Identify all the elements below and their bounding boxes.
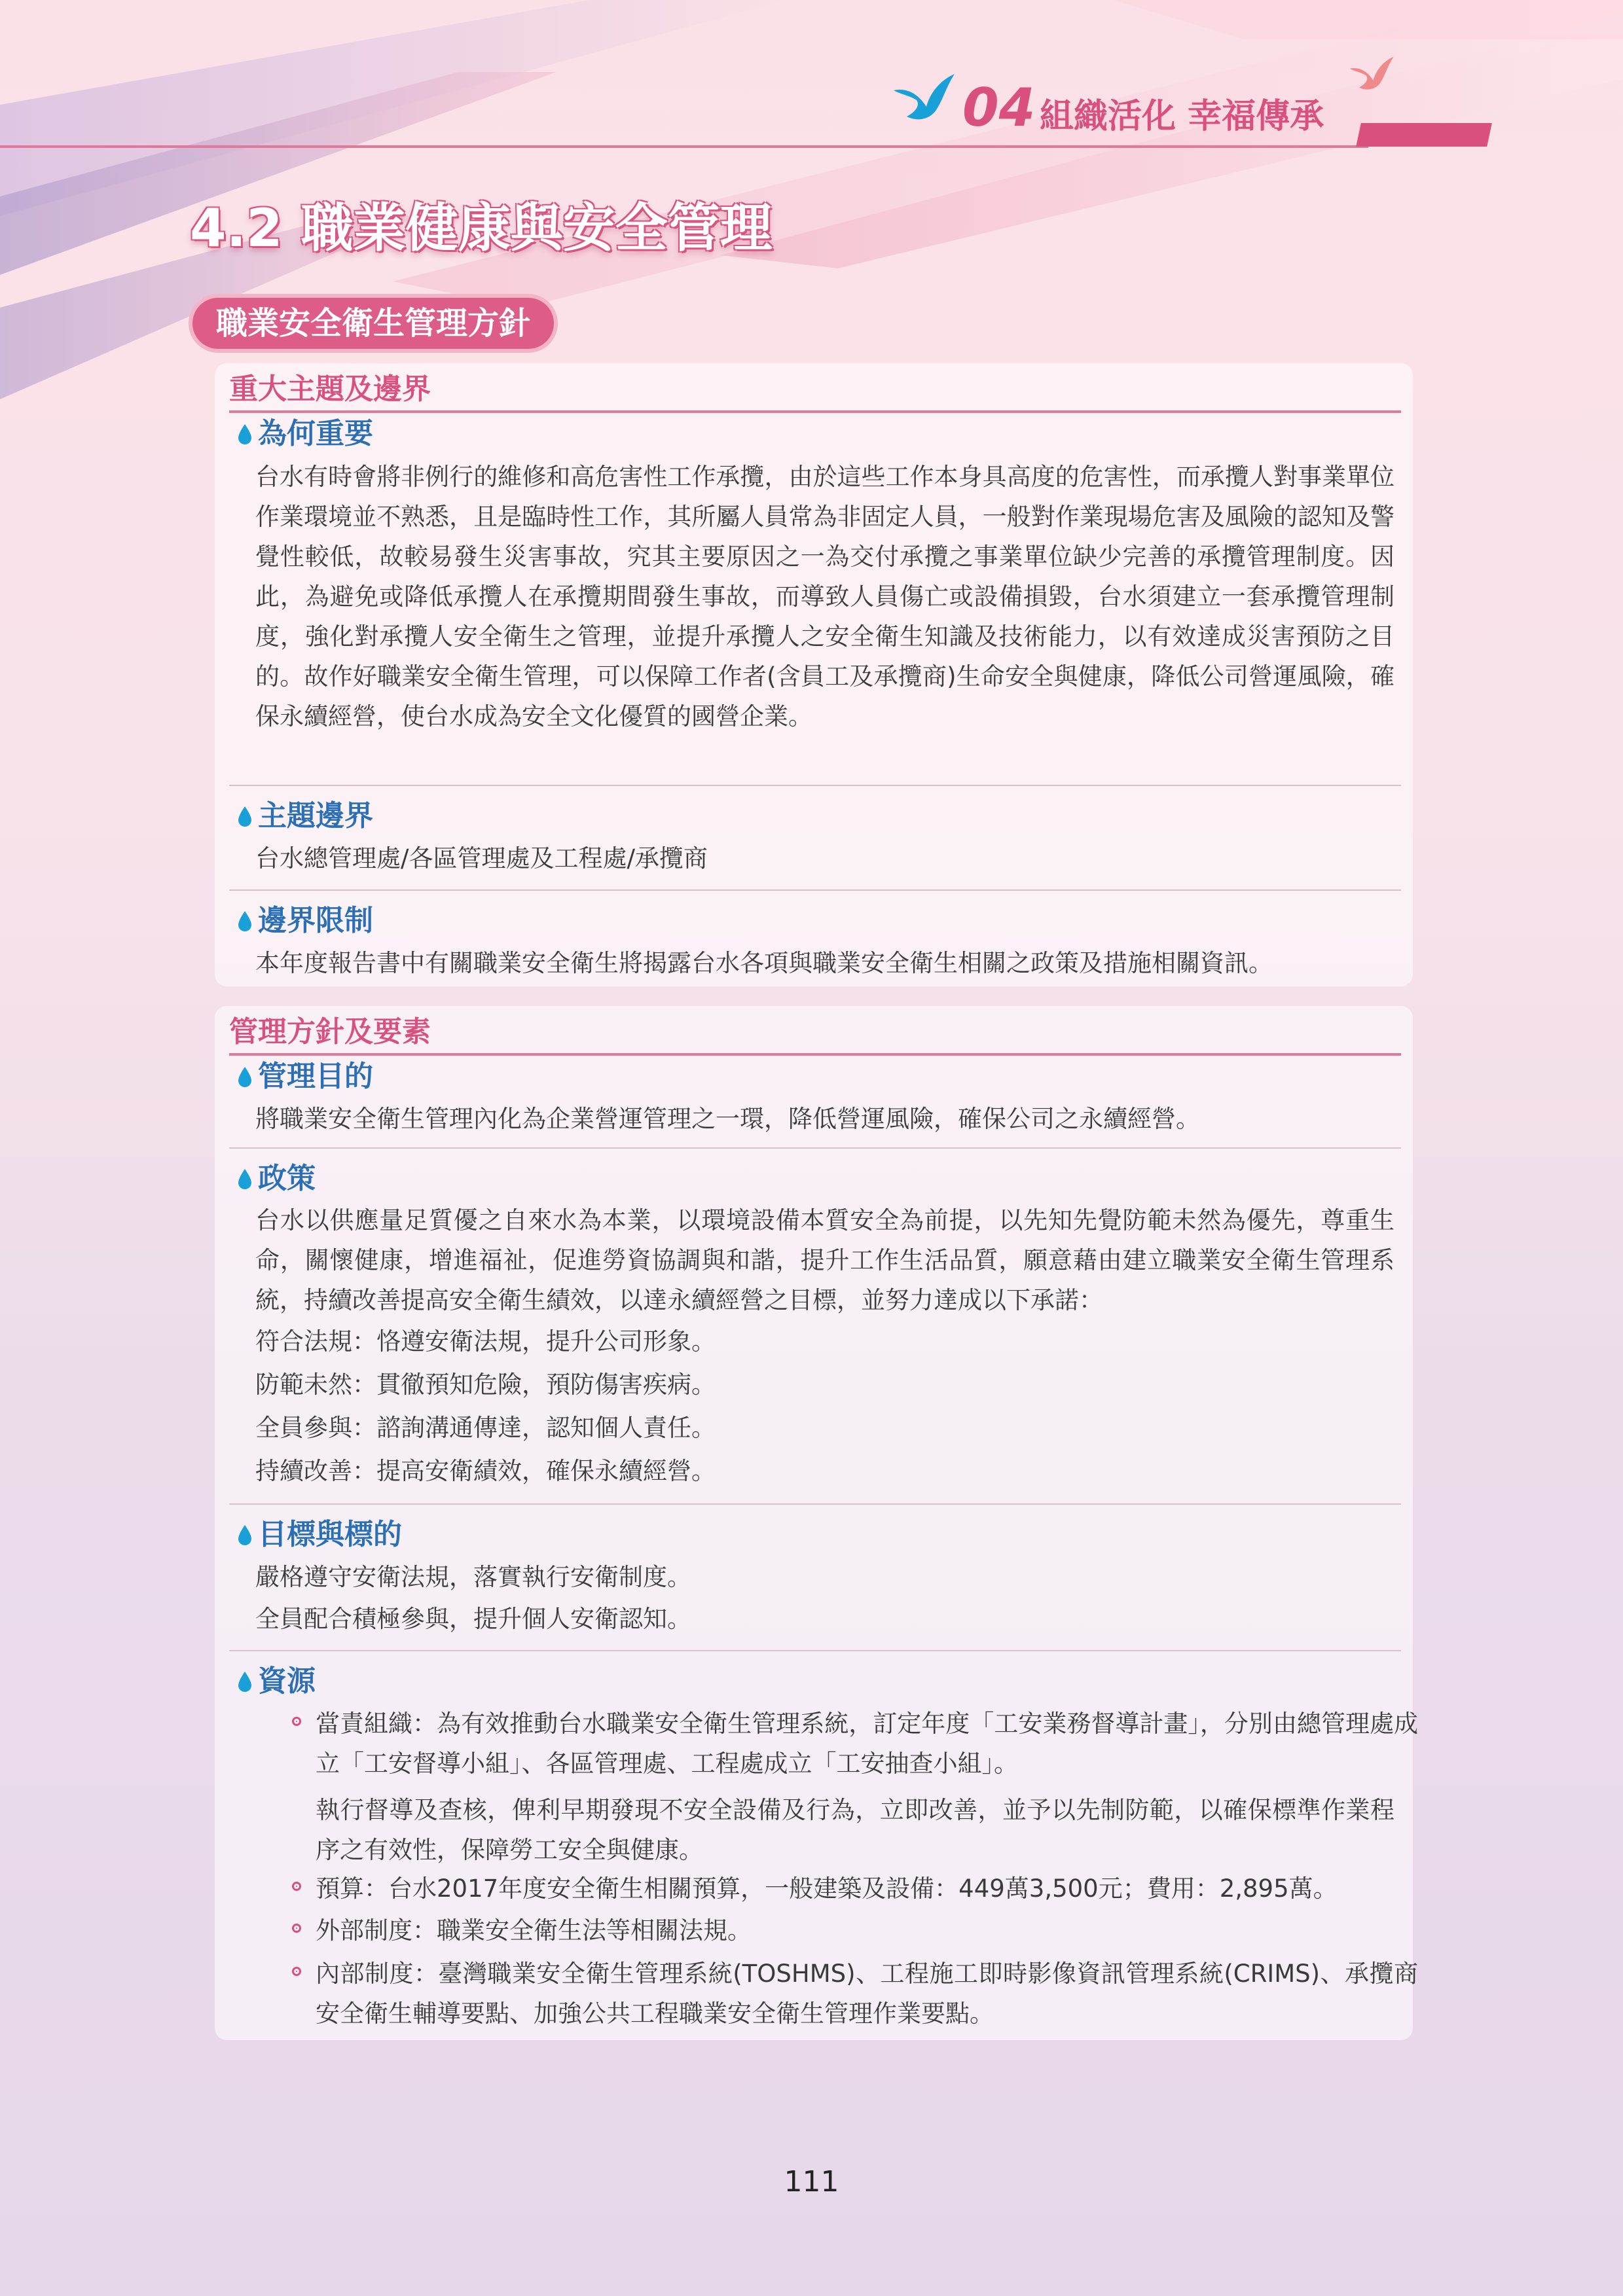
card-heading-rule [229, 1053, 1401, 1056]
section-title-text: 為何重要 [258, 417, 373, 450]
goal-text: 將職業安全衛生管理內化為企業營運管理之一環，降低營運風險，確保公司之永續經營。 [255, 1105, 1200, 1133]
section-divider [229, 1503, 1401, 1505]
section-title-policy [237, 1164, 316, 1193]
section-pill: 職業安全衛生管理方針 [192, 298, 554, 349]
bullet-target-icon [292, 1717, 301, 1726]
section-title-goal [237, 1062, 373, 1091]
resource-bullet-text: 預算：台水2017年度安全衛生相關預算，一般建築及設備：449萬3,500元；費用：2,895萬。 [316, 1874, 1338, 1903]
section-title-targets [237, 1520, 402, 1549]
resource-bullet [292, 1910, 1418, 1950]
resource-bullet [292, 1704, 1418, 1784]
resource-bullet [292, 1869, 1418, 1909]
section-divider [229, 785, 1401, 786]
droplet-icon [237, 1524, 253, 1546]
droplet-icon [237, 805, 253, 827]
section-title-text: 邊界限制 [258, 904, 373, 937]
blue-bird-icon [890, 71, 956, 123]
target-item: 嚴格遵守安衛法規，落實執行安衛制度。 [255, 1563, 691, 1591]
card-heading: 管理方針及要素 [229, 1015, 431, 1049]
section-title-why [237, 417, 373, 450]
droplet-icon [237, 423, 253, 445]
card-heading-rule [229, 410, 1401, 413]
section-title-boundary [237, 799, 373, 833]
resource-bullet-text: 當責組織：為有效推動台水職業安全衛生管理系統，訂定年度「工安業務督導計畫」，分別由總管理處成立「工安督導小組」、各區管理處、工程處成立「工安抽查小組」。 [316, 1710, 1418, 1778]
droplet-icon [237, 910, 253, 932]
section-divider [229, 889, 1401, 891]
section-title-text: 政策 [258, 1162, 316, 1195]
bullet-target-icon [292, 1967, 301, 1976]
target-item: 全員配合積極參與，提升個人安衛認知。 [255, 1605, 691, 1633]
droplet-icon [237, 1670, 253, 1693]
resource-bullet-text: 外部制度：職業安全衛生法等相關法規。 [316, 1916, 752, 1945]
section-title-resources [237, 1664, 316, 1698]
section-title-text: 主題邊界 [258, 799, 373, 833]
pink-bird-icon [1347, 54, 1395, 93]
droplet-icon [237, 1168, 253, 1190]
section-title-text: 資源 [258, 1664, 316, 1698]
resource-bullet-text: 內部制度：臺灣職業安全衛生管理系統(TOSHMS)、工程施工即時影像資訊管理系統(CRIMS)、承攬商安全衛生輔導要點、加強公共工程職業安全衛生管理作業要點。 [316, 1960, 1418, 2028]
limit-text: 本年度報告書中有關職業安全衛生將揭露台水各項與職業安全衛生相關之政策及措施相關資訊。 [255, 949, 1273, 977]
bullet-target-icon [292, 1924, 301, 1933]
header-rule [0, 145, 1368, 148]
resource-bullet [292, 1954, 1418, 2034]
page-title: 4.2 職業健康與安全管理 [190, 198, 773, 259]
material-topic-card [215, 363, 1413, 986]
droplet-icon [237, 1066, 253, 1088]
header-accent-bar [1356, 123, 1492, 147]
policy-commitment: 符合法規：恪遵安衛法規，提升公司形象。 [255, 1327, 716, 1355]
section-title-text: 目標與標的 [258, 1518, 402, 1551]
boundary-text: 台水總管理處/各區管理處及工程處/承攬商 [255, 844, 708, 872]
why-important-text: 台水有時會將非例行的維修和高危害性工作承攬，由於這些工作本身具高度的危害性，而承攬人對事業單位作業環境並不熟悉，且是臨時性工作，其所屬人員常為非固定人員，一般對作業現場危害及風險的認知及警覺性較低，故較易發生災害事故，究其主要原因之一為交付承攬之事業單位缺少完善的承攬管理制度。因此，為避免或降低承攬人在承攬期間發生事故，而導致人員傷亡或設備損毀，台水須建立一套承攬管理制度，強化對承攬人安全衛生之管理，並提升承攬人之安全衛生知識及技術能力，以有效達成災害預防之目的。故作好職業安全衛生管理，可以保障工作者(含員工及承攬商)生命安全與健康，降低公司營運風險，確保永續經營，使台水成為安全文化優質的國營企業。 [255, 463, 1395, 730]
section-title-text: 管理目的 [258, 1060, 373, 1093]
bullet-target-icon [292, 1882, 301, 1891]
policy-text: 台水以供應量足質優之自來水為本業，以環境設備本質安全為前提，以先知先覺防範未然為優先，尊重生命，關懷健康，增進福祉，促進勞資協調與和諧，提升工作生活品質，願意藉由建立職業安全衛生管理系統，持續改善提高安全衛生績效，以達永續經營之目標，並努力達成以下承諾： [255, 1206, 1395, 1314]
policy-commitment: 全員參與：諮詢溝通傳達，認知個人責任。 [255, 1414, 716, 1442]
policy-commitment: 防範未然：貫徹預知危險，預防傷害疾病。 [255, 1371, 716, 1399]
section-title-limit [237, 906, 373, 935]
card-heading: 重大主題及邊界 [229, 372, 431, 406]
section-divider [229, 1147, 1401, 1149]
policy-commitment: 持續改善：提高安衛績效，確保永續經營。 [255, 1457, 716, 1485]
management-approach-card [215, 1006, 1418, 2040]
chapter-title: 組織活化 幸福傳承 [1040, 97, 1324, 136]
resource-bullet-continuation: 執行督導及查核，俾利早期發現不安全設備及行為，立即改善，並予以先制防範，以確保標準作業程序之有效性，保障勞工安全與健康。 [316, 1796, 1395, 1864]
section-divider [229, 1650, 1401, 1651]
page-number: 111 [784, 2165, 839, 2198]
chapter-number: 04 [962, 77, 1036, 138]
